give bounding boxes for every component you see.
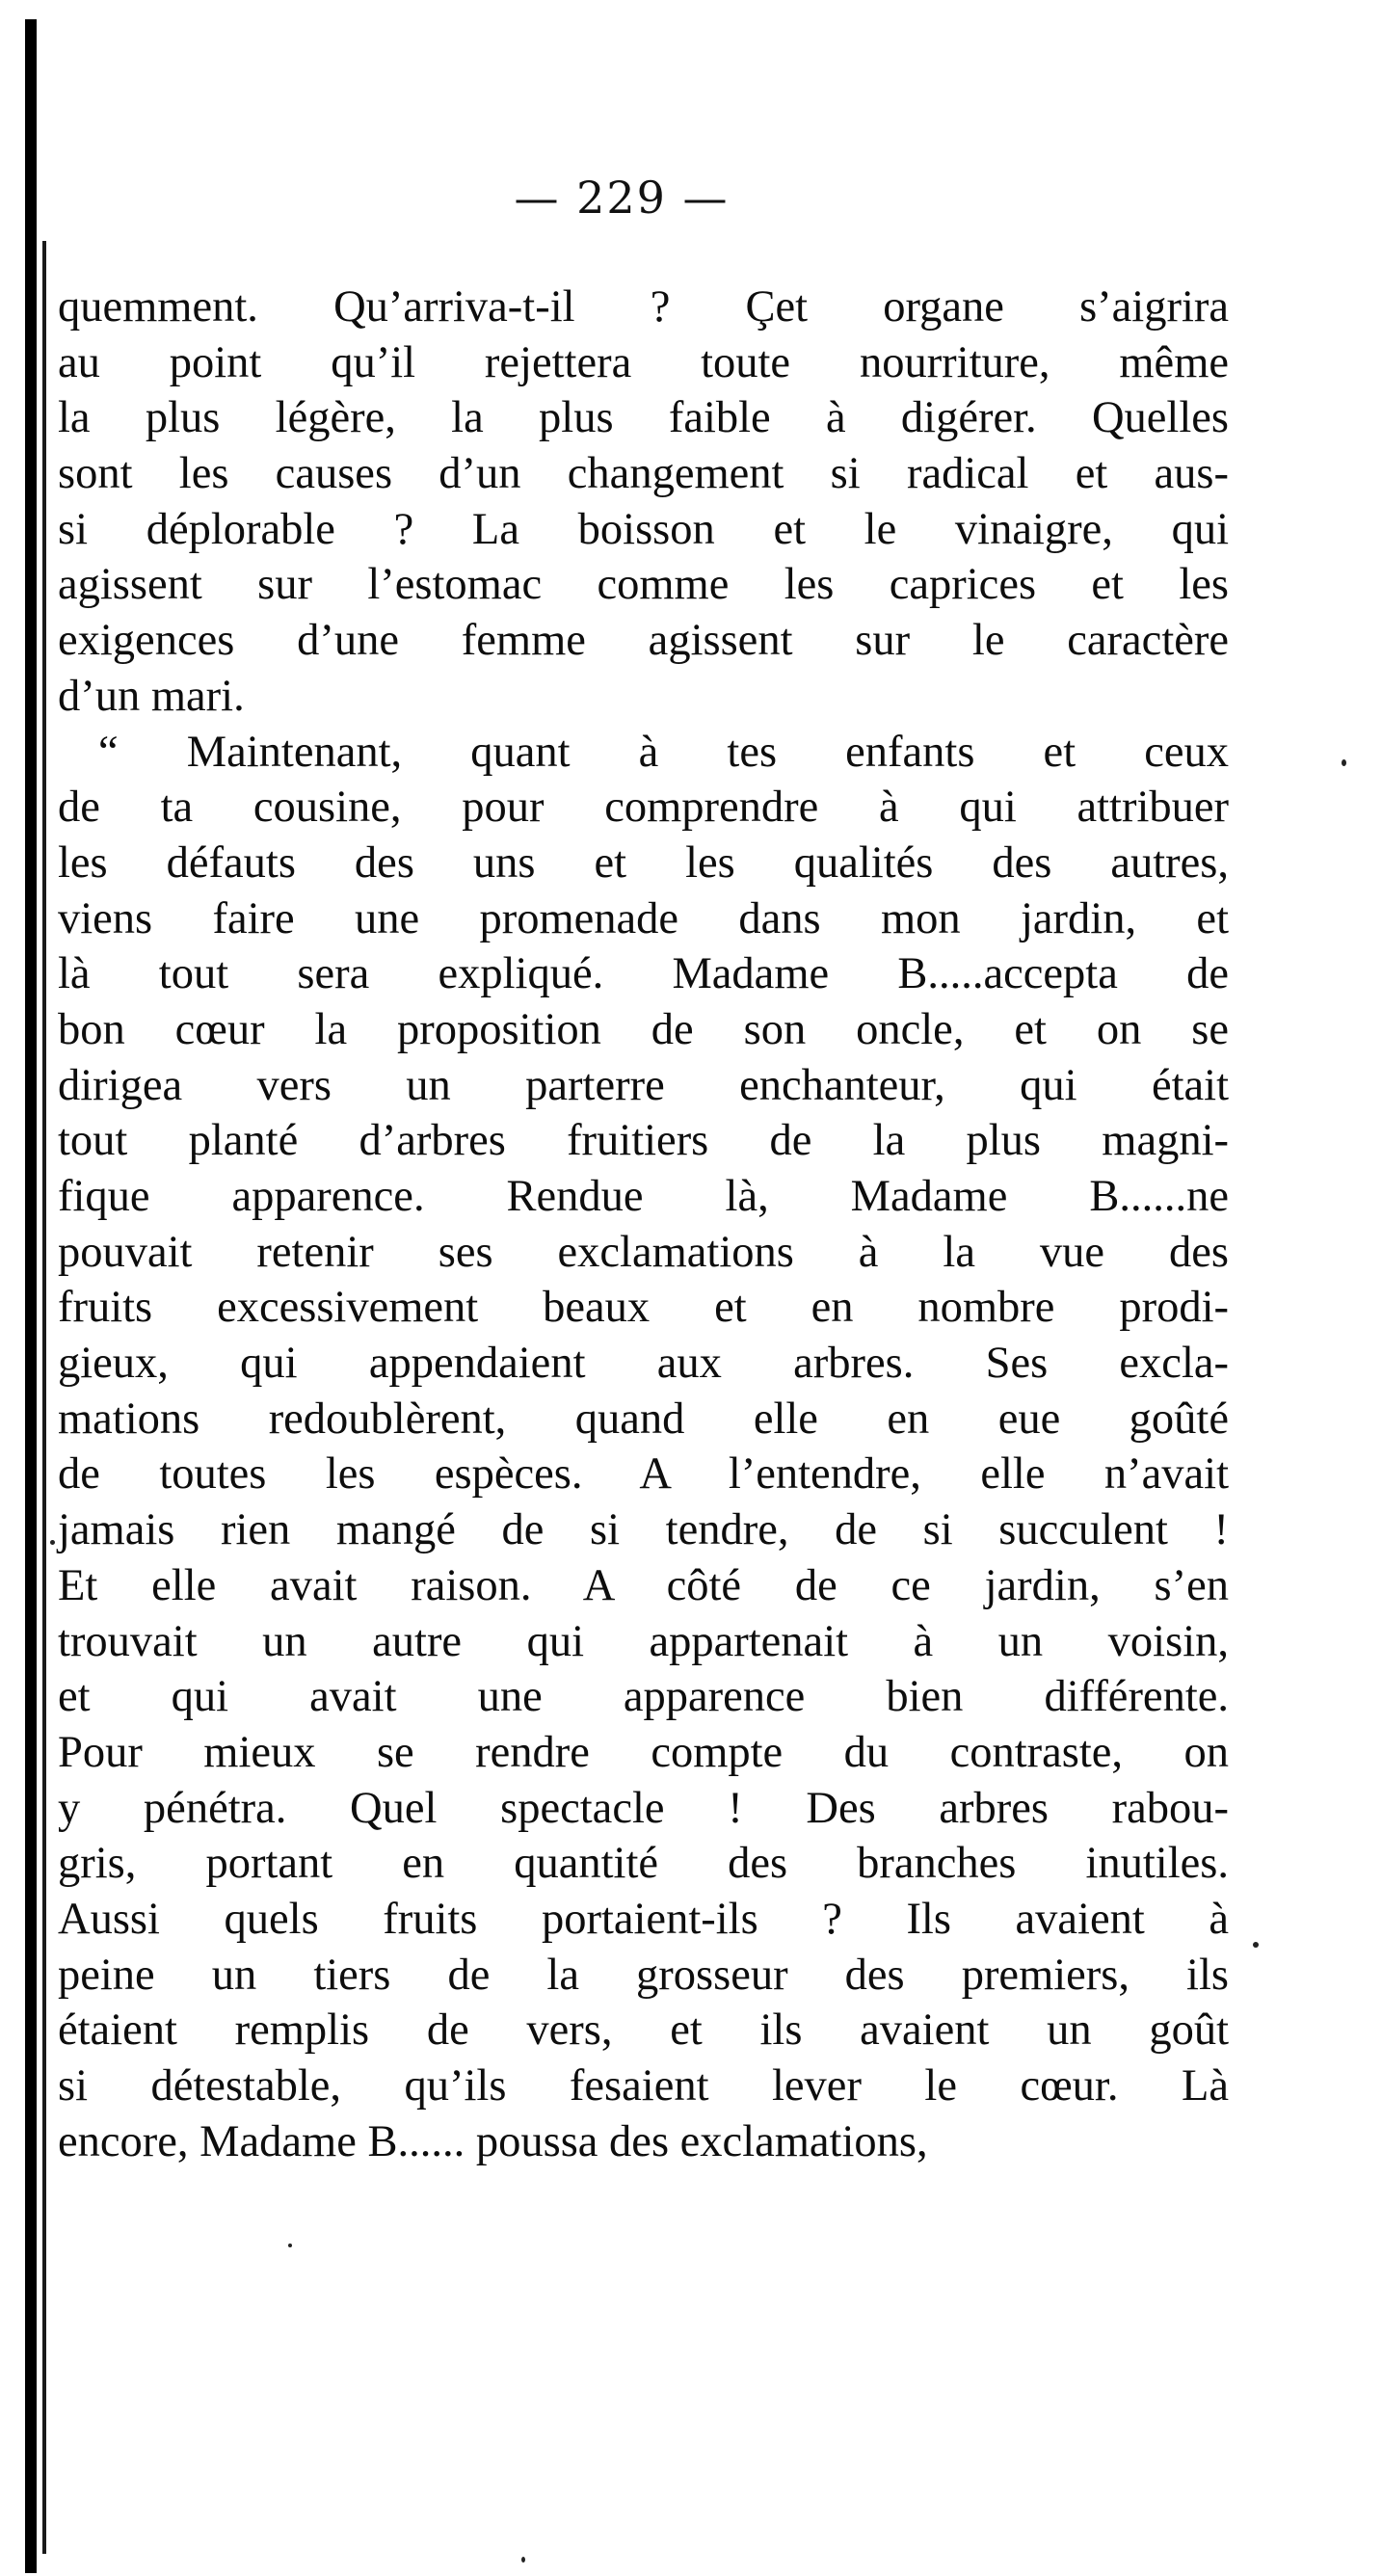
text-line: pouvait retenir ses exclamations à la vue des: [58, 1227, 1229, 1277]
page-number: — 229 —: [514, 172, 730, 224]
ink-speck: [1253, 1942, 1259, 1948]
text-line: les défauts des uns et les qualités des autres,: [58, 837, 1229, 888]
text-line: gris, portant en quantité des branches inutiles.: [58, 1839, 1229, 1889]
text-line: Aussi quels fruits portaient-ils ? Ils avaient à: [58, 1894, 1229, 1944]
binding-edge: [25, 19, 37, 2573]
text-line: “ Maintenant, quant à tes enfants et ceux: [98, 727, 1229, 777]
text-line: et qui avait une apparence bien différente.: [58, 1672, 1229, 1722]
text-line: Pour mieux se rendre compte du contraste, on: [58, 1727, 1229, 1777]
text-line: gieux, qui appendaient aux arbres. Ses excla-: [58, 1339, 1229, 1389]
text-line: dirigea vers un parterre enchanteur, qui était: [58, 1060, 1229, 1110]
text-line: quemment. Qu’arriva-t-il ? Çet organe s’aigrira: [58, 282, 1229, 332]
text-line: viens faire une promenade dans mon jardin, et: [58, 893, 1229, 943]
text-line: Et elle avait raison. A côté de ce jardin, s’en: [58, 1560, 1229, 1610]
text-line: agissent sur l’estomac comme les caprices et les: [58, 560, 1229, 610]
binding-shadow: [42, 241, 46, 2554]
text-line: si déplorable ? La boisson et le vinaigre, qui: [58, 504, 1229, 554]
text-line: jamais rien mangé de si tendre, de si succulent !: [58, 1505, 1229, 1555]
text-line: d’un mari.: [58, 671, 245, 721]
text-line: exigences d’une femme agissent sur le caractère: [58, 616, 1229, 666]
text-line: de toutes les espèces. A l’entendre, elle n’avait: [58, 1449, 1229, 1500]
text-line: là tout sera expliqué. Madame B.....accepta de: [58, 949, 1229, 999]
text-line: fique apparence. Rendue là, Madame B......ne: [58, 1172, 1229, 1221]
paragraph: [58, 725, 1229, 2170]
text-line: fruits excessivement beaux et en nombre prodi-: [58, 1283, 1229, 1333]
text-line: tout planté d’arbres fruitiers de la plus magni-: [58, 1116, 1229, 1166]
text-line: peine un tiers de la grosseur des premiers, ils: [58, 1950, 1229, 2000]
text-line: au point qu’il rejettera toute nourriture, même: [58, 337, 1229, 387]
ink-speck: [50, 1540, 55, 1545]
text-line: étaient remplis de vers, et ils avaient un goût: [58, 2005, 1229, 2056]
text-line: y pénétra. Quel spectacle ! Des arbres rabou-: [58, 1783, 1229, 1833]
text-line: si détestable, qu’ils fesaient lever le cœur. Là: [58, 2061, 1229, 2111]
text-line: de ta cousine, pour comprendre à qui attribuer: [58, 783, 1229, 833]
body-text: [58, 279, 1229, 2169]
text-line: mations redoublèrent, quand elle en eue goûté: [58, 1394, 1229, 1444]
paragraphs: [58, 279, 1229, 2169]
text-line: trouvait un autre qui appartenait à un voisin,: [58, 1616, 1229, 1666]
text-line: sont les causes d’un changement si radical et aus-: [58, 449, 1229, 499]
paragraph: [58, 279, 1229, 725]
ink-speck: [288, 2244, 292, 2247]
ink-speck: [521, 2557, 525, 2563]
text-line: bon cœur la proposition de son oncle, et on se: [58, 1004, 1229, 1054]
ink-speck: [1342, 759, 1346, 766]
text-line: la plus légère, la plus faible à digérer. Quelles: [58, 393, 1229, 443]
text-line: encore, Madame B...... poussa des exclamations,: [58, 2116, 928, 2166]
